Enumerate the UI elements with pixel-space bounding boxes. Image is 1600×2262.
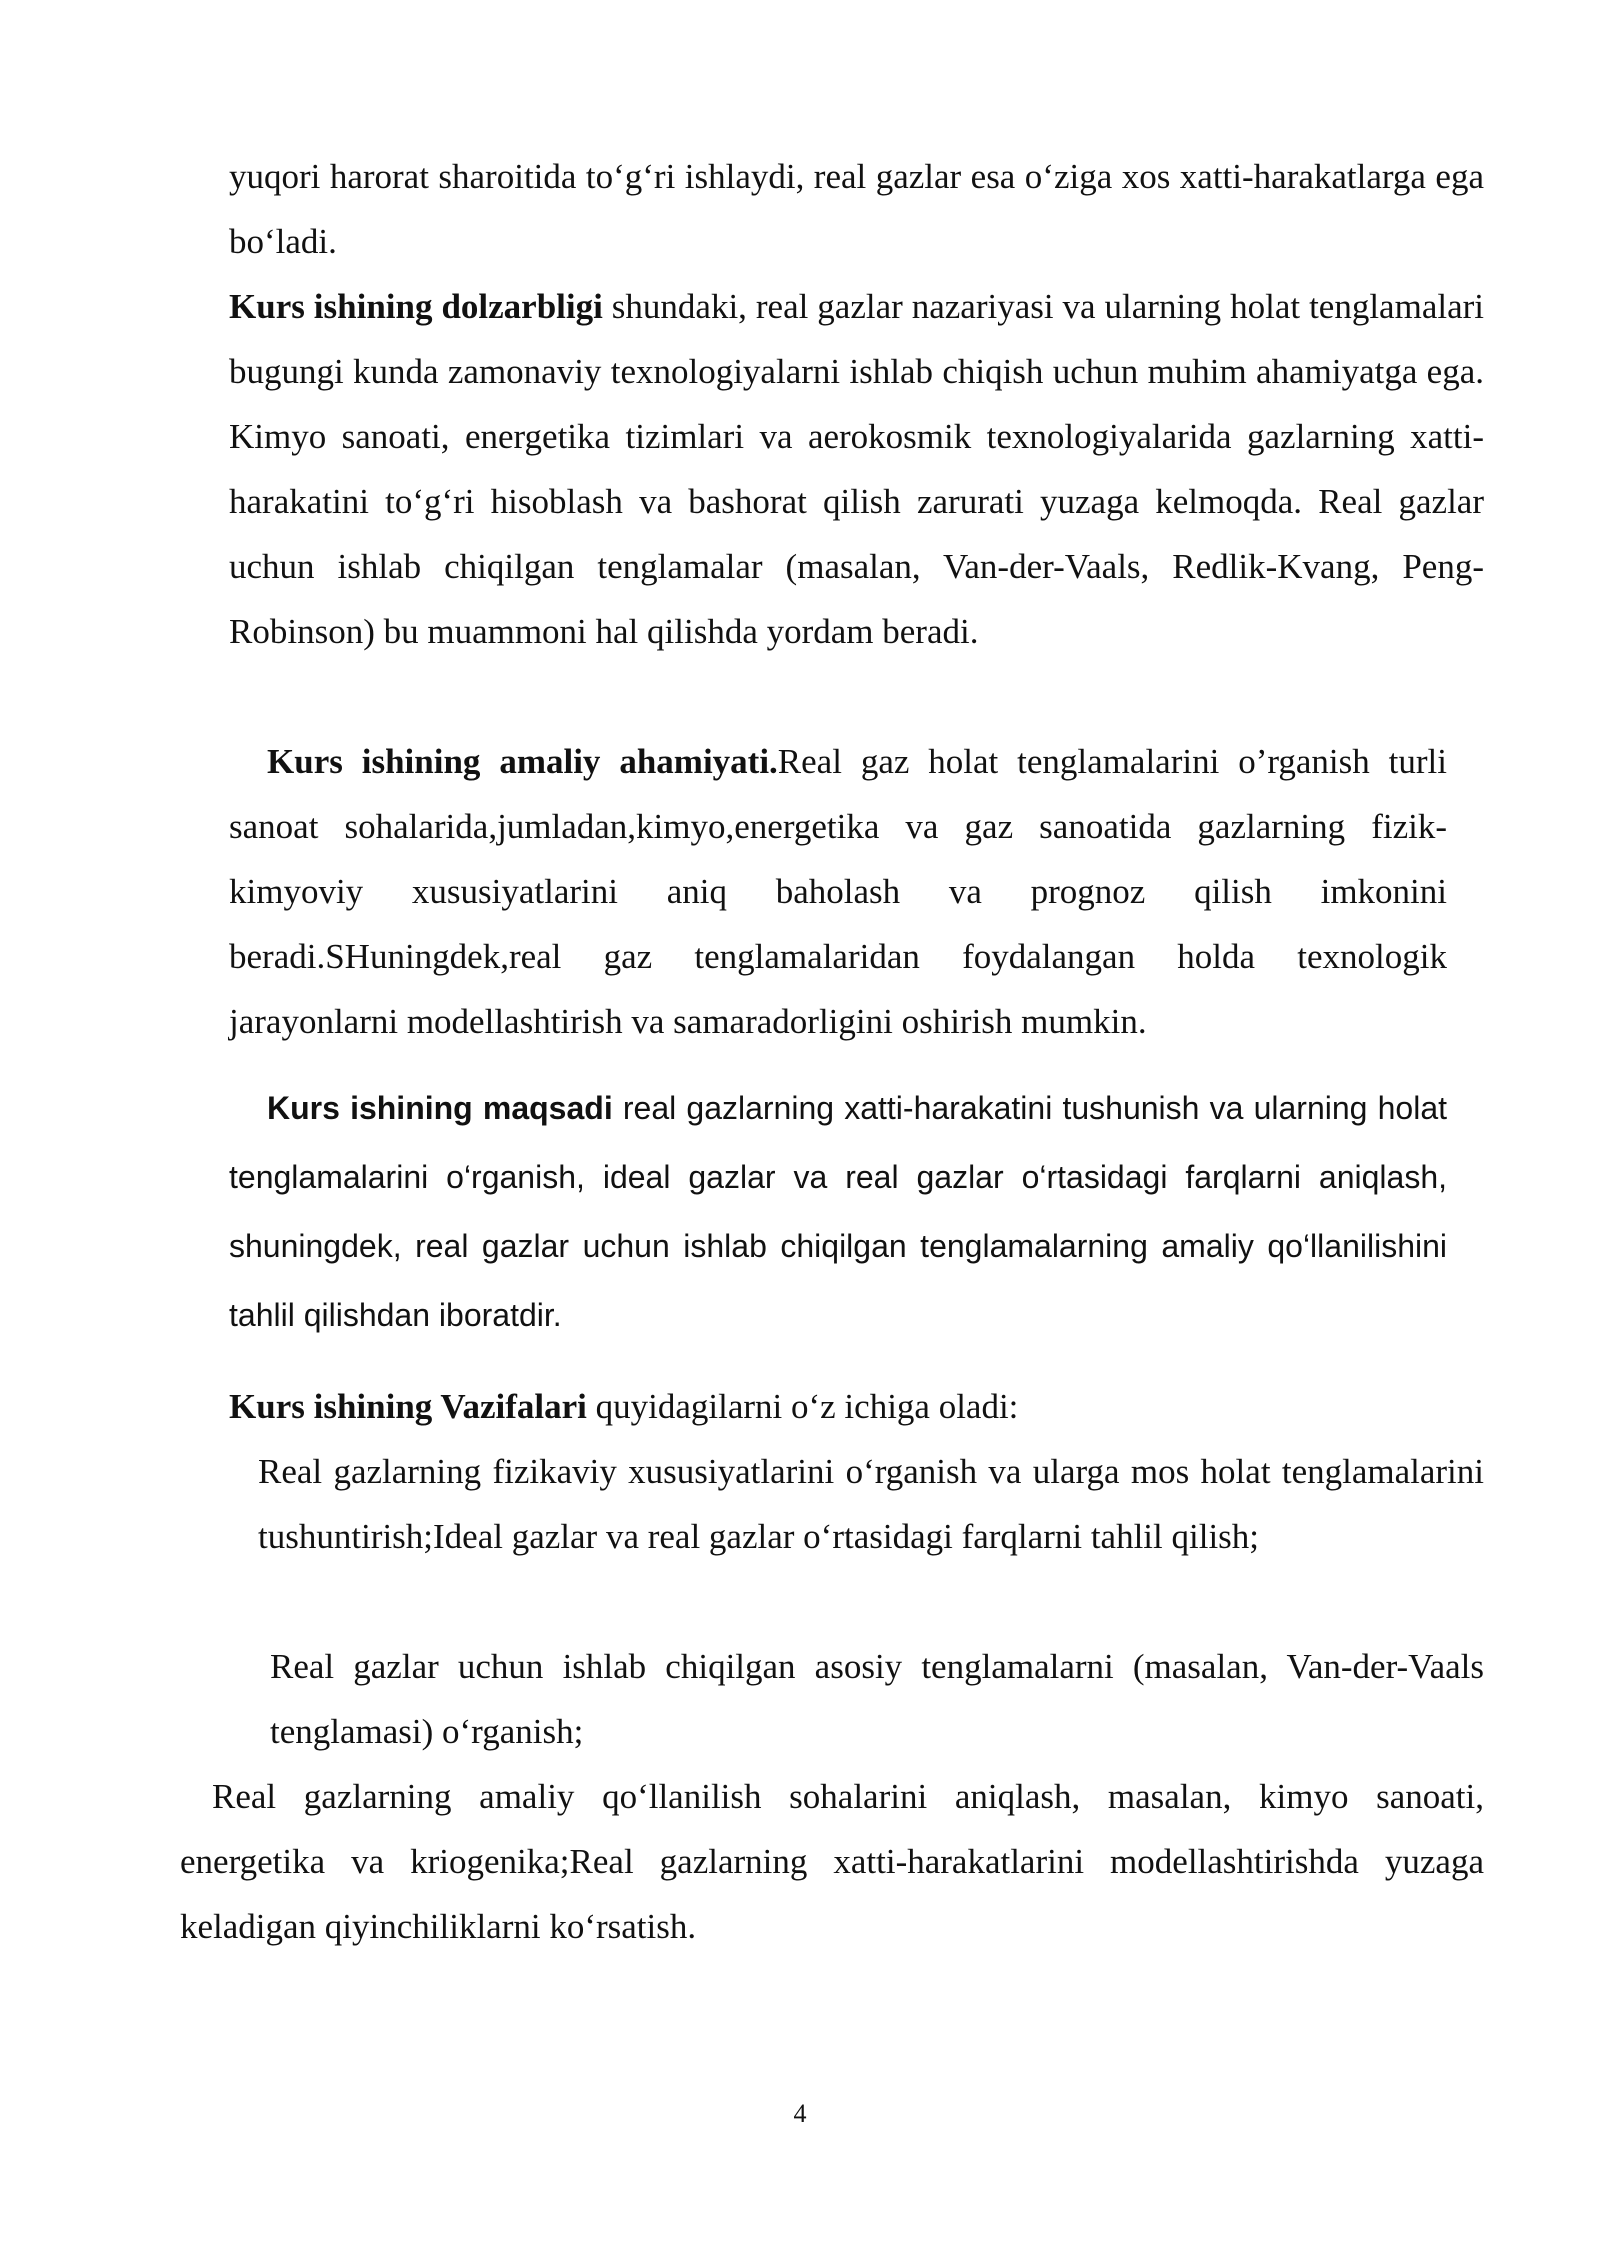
task-item-2 [270,1634,1484,1764]
task-item-3 [180,1764,1484,1959]
paragraph-practical-importance [229,729,1447,1054]
paragraph-text: quyidagilarni o‘z ichiga oladi: [586,1387,1019,1426]
relevance-heading: Kurs ishining dolzarbligi [229,287,603,326]
paragraph-text: yuqori harorat sharoitida to‘g‘ri ishlaydi, real gazlar esa o‘ziga xos xatti-harakatlarga ega bo‘ladi. [229,157,1484,261]
goal-heading: Kurs ishining maqsadi [267,1090,613,1126]
paragraph-intro-continuation [229,144,1484,274]
task-text: Real gazlar uchun ishlab chiqilgan asosiy tenglamalarni (masalan, Van-der-Vaals tenglamasi) o‘rganish; [270,1647,1484,1751]
paragraph-text: shundaki, real gazlar nazariyasi va ularning holat tenglamalari bugungi kunda zamonaviy texnologiyalarni ishlab chiqish uchun muhim ahamiyatga ega. Kimyo sanoati, energetika tizimlari va aerokosmik texnologiyalarida gazlarning xatti-harakatini to‘g‘ri hisoblash va bashorat qilish zarurati yuzaga kelmoqda. Real gazlar uchun ishlab chiqilgan tenglamalar (masalan, Van-der-Vaals, Redlik-Kvang, Peng-Robinson) bu muammoni hal qilishda yordam beradi. [229,287,1484,651]
tasks-heading: Kurs ishining Vazifalari [229,1387,587,1426]
task-item-1 [258,1439,1484,1569]
paragraph-goal [229,1074,1447,1350]
paragraph-relevance [229,274,1484,664]
paragraph-text: Real gaz holat tenglamalarini o’rganish turli sanoat sohalarida,jumladan,kimyo,energetika va gaz sanoatida gazlarning fizik-kimyoviy xususiyatlarini aniq baholash va prognoz qilish imkonini beradi.SHuningdek,real gaz tenglamalaridan foydalangan holda texnologik jarayonlarni modellashtirish va samaradorligini oshirish mumkin. [229,742,1447,1041]
paragraph-tasks-intro [229,1374,1484,1439]
task-text: Real gazlarning amaliy qo‘llanilish sohalarini aniqlash, masalan, kimyo sanoati, energetika va kriogenika;Real gazlarning xatti-harakatlarini modellashtirishda yuzaga keladigan qiyinchiliklarni ko‘rsatish. [180,1777,1484,1946]
paragraph-text: real gazlarning xatti-harakatini tushunish va ularning holat tenglamalarini o‘rganish, ideal gazlar va real gazlar o‘rtasidagi farqlarni aniqlash, shuningdek, real gazlar uchun ishlab chiqilgan tenglamalarning amaliy qo‘llanilishini tahlil qilishdan iboratdir. [229,1090,1448,1333]
practical-importance-heading: Kurs ishining amaliy ahamiyati. [267,742,778,781]
task-text: Real gazlarning fizikaviy xususiyatlarini o‘rganish va ularga mos holat tenglamalarini tushuntirish;Ideal gazlar va real gazlar o‘rtasidagi farqlarni tahlil qilish; [258,1452,1484,1556]
page-number: 4 [793,2099,807,2128]
